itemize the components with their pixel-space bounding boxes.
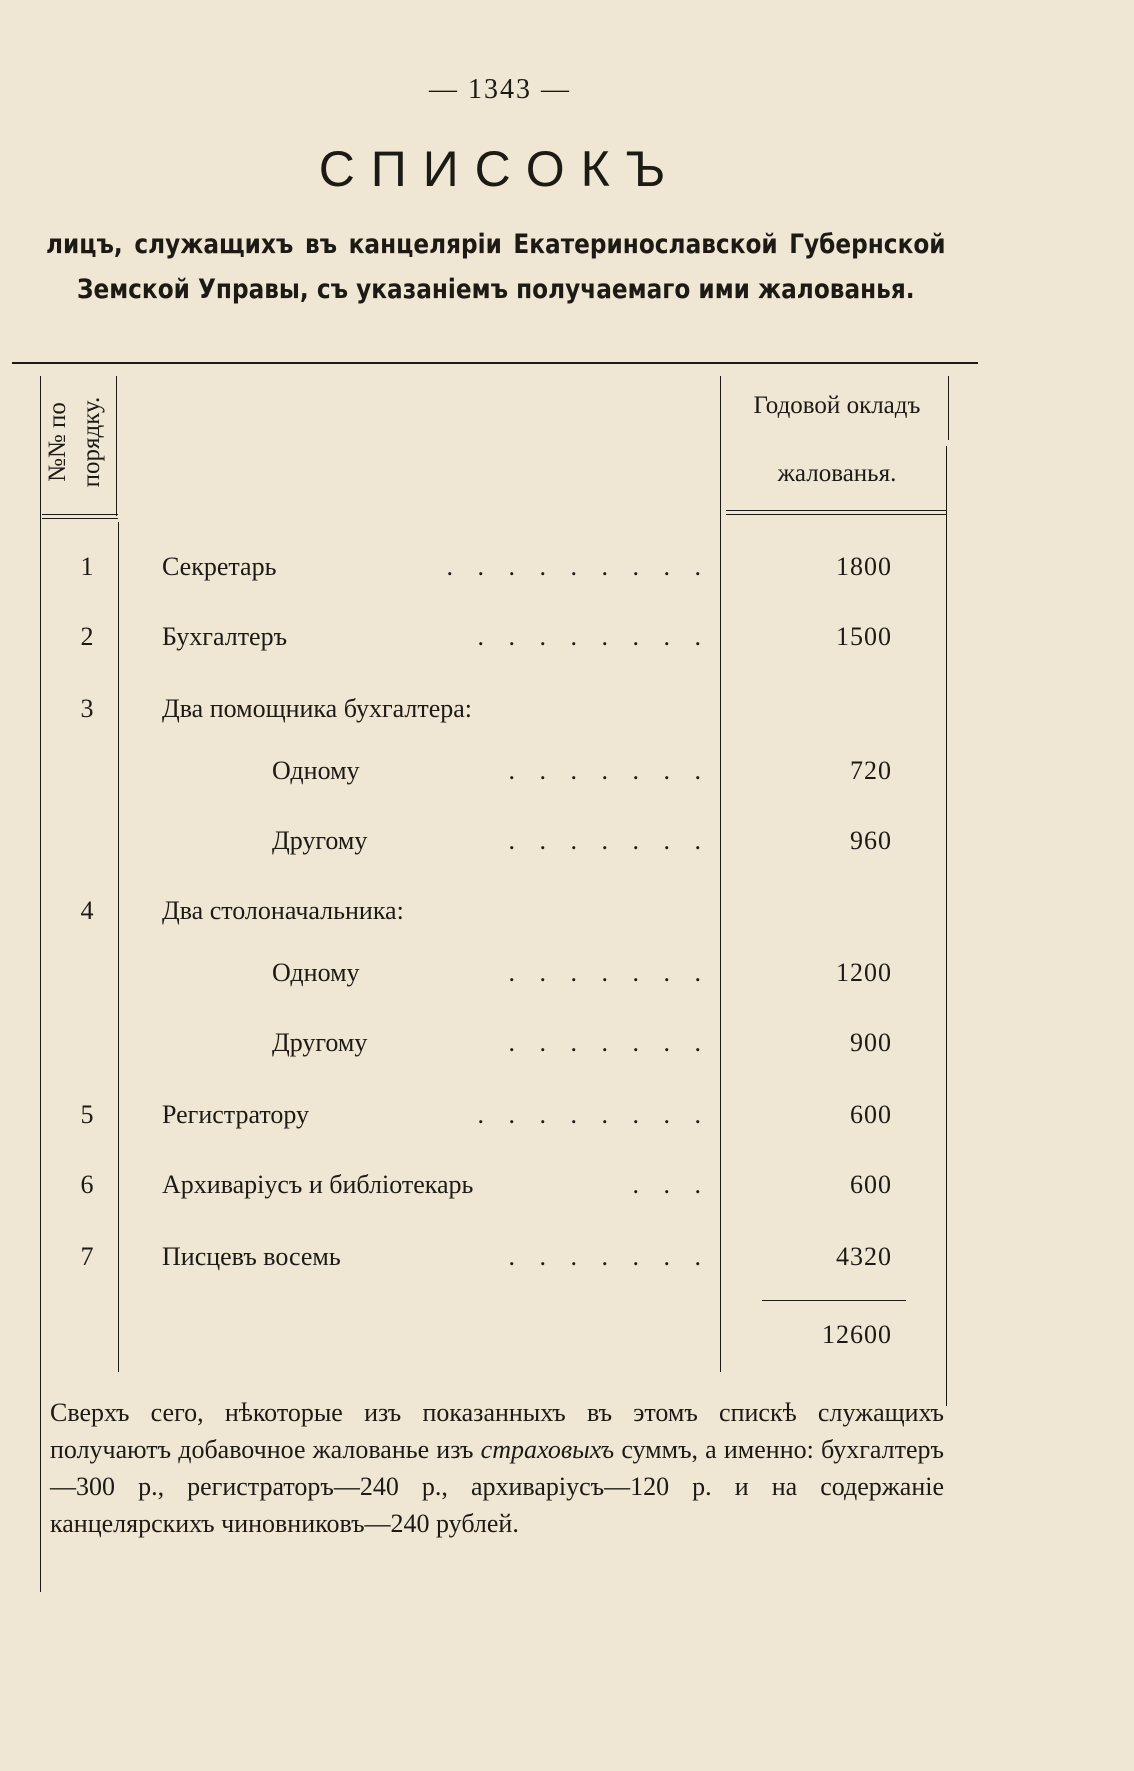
footnote-paragraph (50, 1394, 944, 1542)
row-leader-dots: . . . . . . . . (477, 622, 710, 651)
table-row (0, 756, 1000, 796)
num-column-header (42, 372, 112, 512)
row-value: 600 (850, 1100, 892, 1129)
row-name: Одному (272, 756, 360, 785)
table-row (0, 1100, 1000, 1140)
salary-column-border (720, 376, 721, 1372)
row-leader-dots: . . . (632, 1170, 710, 1199)
row-name: Два столоначальника: (162, 896, 404, 925)
total-rule (762, 1300, 906, 1301)
row-name: Архиваріусъ и библіотекарь (162, 1170, 474, 1199)
table-row (0, 1242, 1000, 1282)
salary-header-line1: Годовой окладъ (753, 392, 921, 419)
row-name: Секретарь (162, 552, 277, 581)
row-value: 900 (850, 1028, 892, 1057)
salary-head-right-border (948, 376, 949, 440)
table-row (0, 552, 1000, 592)
note-italic: страховыхъ (480, 1435, 615, 1464)
salary-header-line2: жалованья. (777, 460, 897, 487)
row-value: 960 (850, 826, 892, 855)
row-number: 6 (80, 1170, 94, 1199)
num-head-bottom-rule-2 (42, 518, 118, 519)
num-header-line1: №№ по (44, 402, 71, 482)
row-name: Бухгалтеръ (162, 622, 288, 651)
total-row (0, 1320, 1000, 1360)
row-name: Другому (272, 826, 368, 855)
row-leader-dots: . . . . . . . (508, 1242, 710, 1271)
row-number: 4 (80, 896, 94, 925)
row-name: Регистратору (162, 1100, 309, 1129)
note-text-2: суммъ, а именно: бухгалтеръ—300 р., регистраторъ—240 р., архиваріусъ—120 р. и на содержаніе канцелярскихъ чиновниковъ—240 рублей. (50, 1435, 945, 1538)
table-row (0, 622, 1000, 662)
table-row (0, 694, 1000, 734)
row-name: Два помощника бухгалтера: (162, 694, 473, 723)
num-header-line2: порядку. (78, 396, 105, 488)
row-number: 2 (80, 622, 94, 651)
table-row (0, 896, 1000, 936)
table-row (0, 1028, 1000, 1068)
row-number: 3 (80, 694, 94, 723)
row-value: 1500 (836, 622, 892, 651)
salary-head-bottom-rule-2 (726, 514, 946, 515)
page-number: — 1343 — (429, 74, 571, 105)
row-value: 1800 (836, 552, 892, 581)
row-number: 7 (80, 1242, 94, 1271)
total-value: 12600 (822, 1320, 892, 1349)
row-leader-dots: . . . . . . . (508, 958, 710, 987)
row-leader-dots: . . . . . . . (508, 1028, 710, 1057)
document-subtitle: лицъ, служащихъ въ канцеляріи Екатеринославской Губернской Земской Управы, съ указаніемъ получаемаго ими жалованья. (46, 229, 946, 305)
num-column-header-border (116, 376, 117, 516)
num-head-bottom-rule (42, 514, 118, 515)
table-row (0, 958, 1000, 998)
row-number: 5 (80, 1100, 94, 1129)
row-value: 4320 (836, 1242, 892, 1271)
row-leader-dots: . . . . . . . (508, 756, 710, 785)
row-number: 1 (80, 552, 94, 581)
note-text-1: Сверхъ сего, нѣкоторые изъ показанныхъ въ этомъ спискѣ служащихъ получаютъ добавочное жалованье изъ (50, 1398, 944, 1464)
table-row (0, 1170, 1000, 1210)
document-title: СПИСОКЪ (318, 141, 682, 197)
row-leader-dots: . . . . . . . . (477, 1100, 710, 1129)
salary-head-bottom-rule (726, 510, 946, 511)
row-name: Другому (272, 1028, 368, 1057)
row-value: 1200 (836, 958, 892, 987)
row-name: Одному (272, 958, 360, 987)
row-value: 600 (850, 1170, 892, 1199)
row-value: 720 (850, 756, 892, 785)
row-leader-dots: . . . . . . . . . (446, 552, 710, 581)
top-rule (12, 362, 978, 364)
row-leader-dots: . . . . . . . (508, 826, 710, 855)
table-row (0, 826, 1000, 866)
row-name: Писцевъ восемь (162, 1242, 341, 1271)
